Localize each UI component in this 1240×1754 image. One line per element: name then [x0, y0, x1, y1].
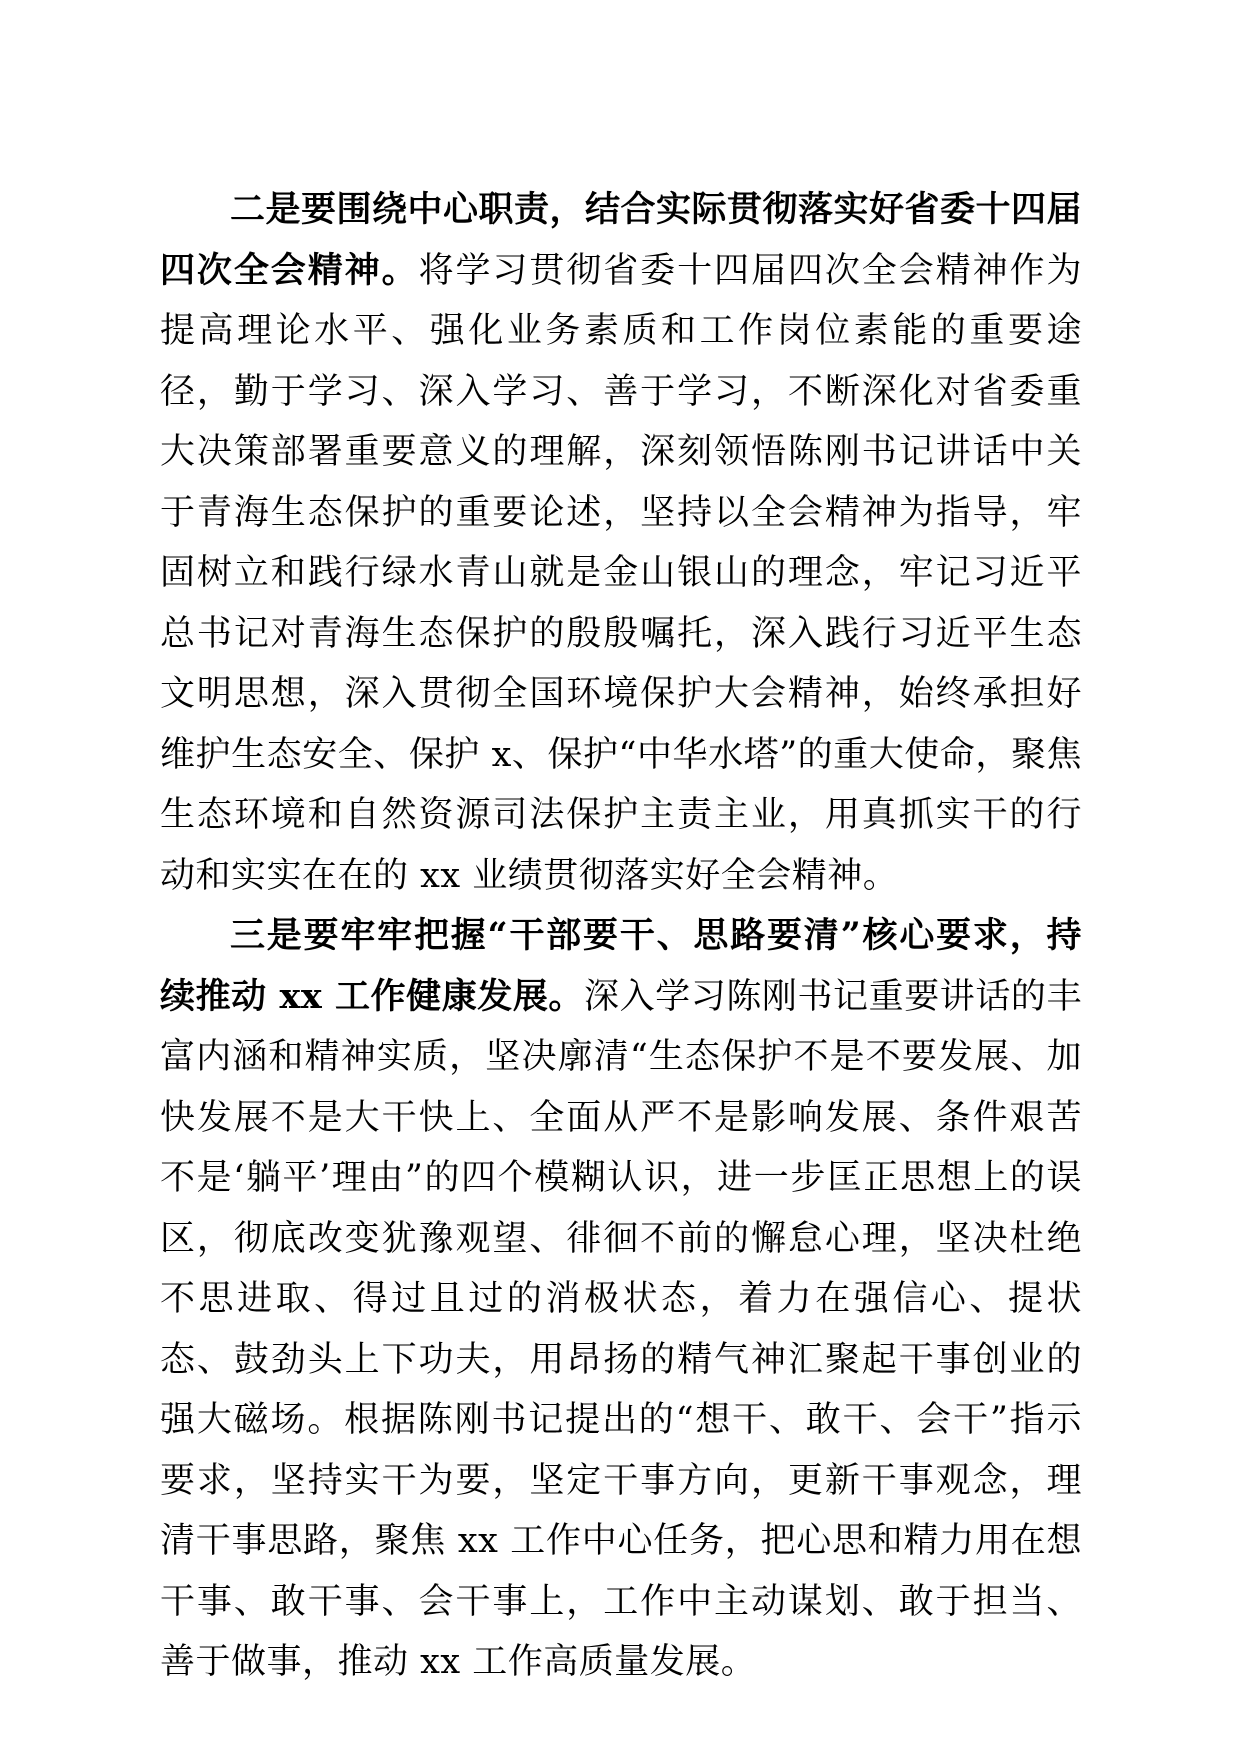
paragraph-1	[160, 180, 1082, 906]
document-page	[160, 180, 1082, 1693]
paragraph-2	[160, 906, 1082, 1693]
paragraph-1-heading: 二是要围绕中心职责，结合实际贯彻落实好省委十四届四次全会精神。	[160, 189, 1083, 291]
paragraph-1-body: 将学习贯彻省委十四届四次全会精神作为提高理论水平、强化业务素质和工作岗位素能的重要途径，勤于学习、深入学习、善于学习，不断深化对省委重大决策部署重要意义的理解，深刻领悟陈刚书记讲话中关于青海生态保护的重要论述，坚持以全会精神为指导，牢固树立和践行绿水青山就是金山银山的理念，牢记习近平总书记对青海生态保护的殷殷嘱托，深入践行习近平生态文明思想，深入贯彻全国环境保护大会精神，始终承担好维护生态安全、保护 x、保护“中华水塔”的重大使命，聚焦生态环境和自然资源司法保护主责主业，用真抓实干的行动和实实在在的 xx 业绩贯彻落实好全会精神。	[160, 250, 1082, 896]
paragraph-2-heading: 三是要牢牢把握“干部要干、思路要清”核心要求，持续推动 xx 工作健康发展。	[160, 915, 1082, 1017]
paragraph-2-body: 深入学习陈刚书记重要讲话的丰富内涵和精神实质，坚决廓清“生态保护不是不要发展、加快发展不是大干快上、全面从严不是影响发展、条件艰苦不是‘躺平’理由”的四个模糊认识，进一步匡正思想上的误区，彻底改变犹豫观望、徘徊不前的懈怠心理，坚决杜绝不思进取、得过且过的消极状态，着力在强信心、提状态、鼓劲头上下功夫，用昂扬的精气神汇聚起干事创业的强大磁场。根据陈刚书记提出的“想干、敢干、会干”指示要求，坚持实干为要，坚定干事方向，更新干事观念，理清干事思路，聚焦 xx 工作中心任务，把心思和精力用在想干事、敢干事、会干事上，工作中主动谋划、敢于担当、善于做事，推动 xx 工作高质量发展。	[160, 976, 1082, 1682]
